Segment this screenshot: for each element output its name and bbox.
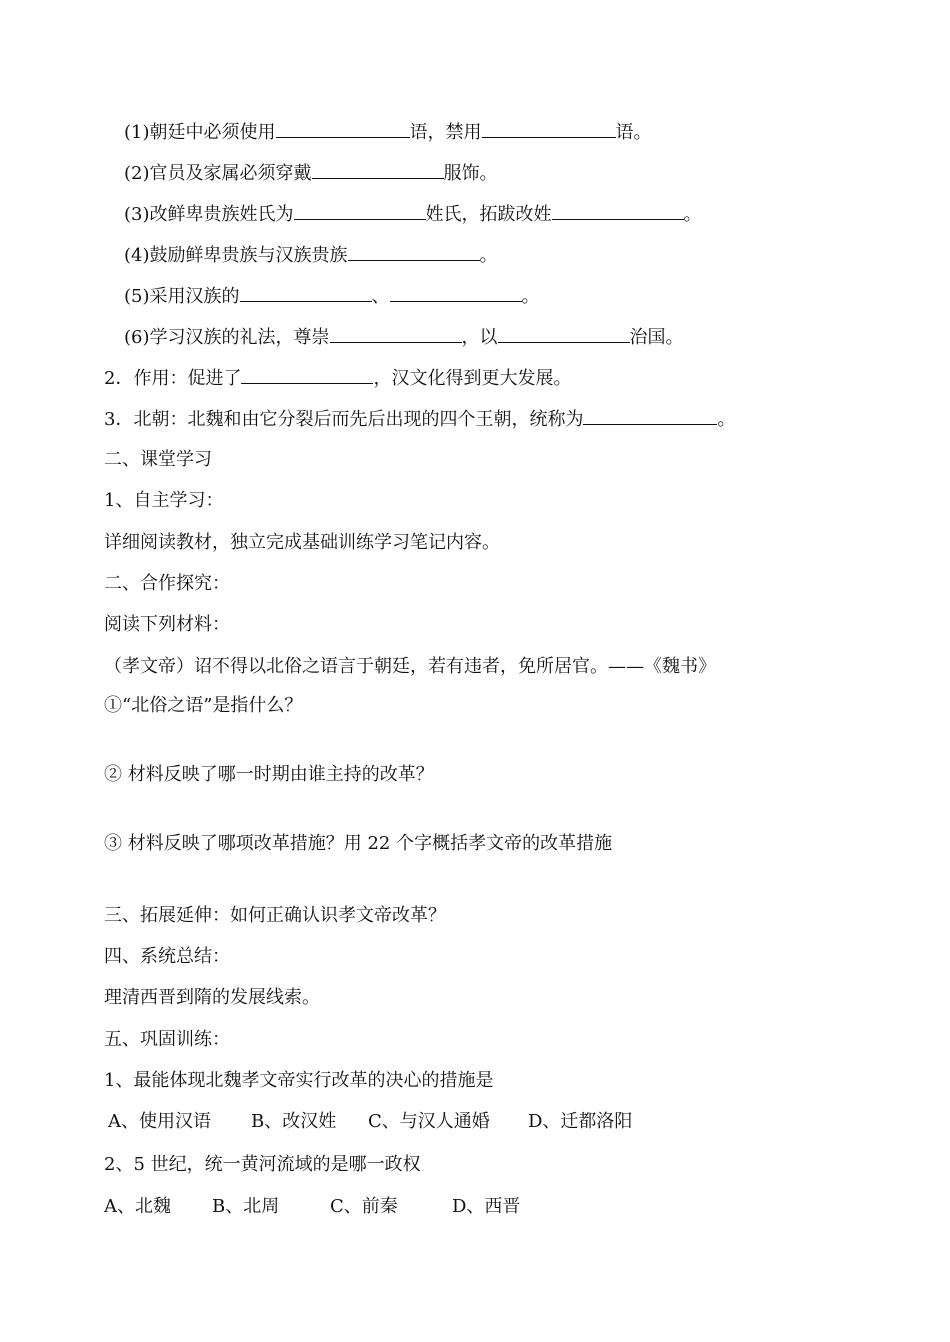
measure-2-end: 服饰。 bbox=[443, 163, 498, 184]
heading-practice: 五、巩固训练： bbox=[104, 1029, 230, 1050]
blank-6b[interactable] bbox=[498, 325, 630, 343]
blank-5b[interactable] bbox=[390, 284, 522, 302]
measure-1-end: 语。 bbox=[615, 122, 652, 143]
option-1a[interactable]: A、使用汉语 bbox=[108, 1111, 211, 1132]
heading-cooperate: 二、合作探究： bbox=[104, 573, 230, 594]
measure-1-mid: 语，禁用 bbox=[409, 122, 482, 143]
measure-4-end: 。 bbox=[479, 245, 498, 266]
measure-6-text: (6)学习汉族的礼法，尊崇 bbox=[124, 327, 330, 348]
north-end: 。 bbox=[717, 409, 736, 430]
blank-1a[interactable] bbox=[276, 120, 410, 138]
blank-effect[interactable] bbox=[241, 366, 373, 384]
practice-question-2: 2、5 世纪，统一黄河流域的是哪一政权 bbox=[104, 1154, 421, 1175]
question-2: ② 材料反映了哪一时期由谁主持的改革？ bbox=[104, 764, 434, 785]
effect-text: 2．作用：促进了 bbox=[104, 368, 242, 389]
measure-4-text: (4)鼓励鲜卑贵族与汉族贵族 bbox=[124, 245, 348, 266]
option-2c[interactable]: C、前秦 bbox=[330, 1196, 398, 1217]
heading-classroom: 二、课堂学习 bbox=[104, 449, 212, 470]
practice-question-1-options bbox=[108, 1110, 632, 1134]
measure-4 bbox=[124, 243, 498, 268]
option-1c[interactable]: C、与汉人通婚 bbox=[368, 1111, 490, 1132]
material-quote: （孝文帝）诏不得以北俗之语言于朝廷，若有违者，免所居官。——《魏书》 bbox=[104, 656, 716, 677]
measure-5-mid: 、 bbox=[371, 286, 390, 307]
practice-question-2-options bbox=[104, 1195, 520, 1219]
measure-5-end: 。 bbox=[521, 286, 540, 307]
measure-5-text: (5)采用汉族的 bbox=[124, 286, 240, 307]
heading-summary: 四、系统总结： bbox=[104, 946, 230, 967]
blank-1b[interactable] bbox=[482, 120, 616, 138]
measure-5 bbox=[124, 284, 540, 309]
blank-3b[interactable] bbox=[552, 202, 684, 220]
measure-2 bbox=[124, 161, 498, 186]
measure-3 bbox=[124, 202, 702, 227]
blank-4[interactable] bbox=[348, 243, 480, 261]
measure-1 bbox=[124, 120, 652, 145]
measure-2-text: (2)官员及家属必须穿戴 bbox=[124, 163, 312, 184]
blank-3a[interactable] bbox=[294, 202, 426, 220]
effect-line bbox=[104, 366, 571, 391]
blank-5a[interactable] bbox=[240, 284, 372, 302]
practice-question-1: 1、最能体现北魏孝文帝实行改革的决心的措施是 bbox=[104, 1070, 494, 1091]
measure-6-mid: ，以 bbox=[461, 327, 498, 348]
option-2d[interactable]: D、西晋 bbox=[452, 1196, 521, 1217]
measure-6-end: 治国。 bbox=[629, 327, 684, 348]
measure-6 bbox=[124, 325, 684, 350]
heading-extend: 三、拓展延伸：如何正确认识孝文帝改革？ bbox=[104, 905, 446, 926]
summary-text: 理清西晋到隋的发展线索。 bbox=[104, 987, 320, 1008]
measure-3-end: 。 bbox=[683, 204, 702, 225]
option-2a[interactable]: A、北魏 bbox=[104, 1196, 171, 1217]
effect-end: ，汉文化得到更大发展。 bbox=[373, 368, 572, 389]
north-dynasties-line bbox=[104, 407, 735, 432]
measure-3-text: (3)改鲜卑贵族姓氏为 bbox=[124, 204, 294, 225]
north-text: 3．北朝：北魏和由它分裂后而先后出现的四个王朝，统称为 bbox=[104, 409, 584, 430]
option-1d[interactable]: D、迁都洛阳 bbox=[528, 1111, 633, 1132]
measure-3-mid: 姓氏，拓跋改姓 bbox=[425, 204, 552, 225]
question-1: ①“北俗之语”是指什么？ bbox=[104, 695, 303, 716]
blank-north[interactable] bbox=[583, 407, 717, 425]
self-study-text: 详细阅读教材，独立完成基础训练学习笔记内容。 bbox=[104, 532, 500, 553]
option-1b[interactable]: B、改汉姓 bbox=[251, 1111, 337, 1132]
heading-self-study: 1、自主学习： bbox=[104, 490, 224, 511]
question-3: ③ 材料反映了哪项改革措施？用 22 个字概括孝文帝的改革措施 bbox=[104, 833, 613, 854]
read-material: 阅读下列材料： bbox=[104, 614, 230, 635]
blank-2[interactable] bbox=[312, 161, 444, 179]
option-2b[interactable]: B、北周 bbox=[212, 1196, 280, 1217]
measure-1-text: (1)朝廷中必须使用 bbox=[124, 122, 276, 143]
blank-6a[interactable] bbox=[330, 325, 462, 343]
